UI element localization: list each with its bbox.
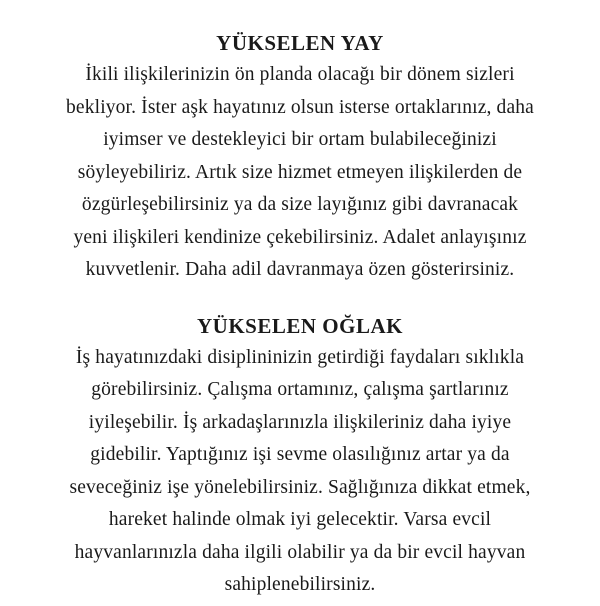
text-line: yeni ilişkileri kendinize çekebilirsiniz. Adalet anlayışınız — [73, 226, 527, 248]
text-line: İş hayatınızdaki disiplininizin getirdiği faydaları sıklıkla — [75, 346, 525, 368]
text-line: hareket halinde olmak iyi gelecektir. Varsa evcil — [108, 509, 492, 530]
text-line: İkili ilişkilerinizin ön planda olacağı bir dönem sizleri — [85, 64, 515, 85]
section-yukselen-yay — [18, 28, 582, 287]
text-line: söyleyebiliriz. Artık size hizmet etmeyen ilişkilerden de — [77, 161, 523, 183]
text-line: sahiplenebilirsiniz. — [224, 574, 376, 595]
text-line: görebilirsiniz. Çalışma ortamınız, çalışma şartlarınız — [91, 379, 509, 400]
section-body — [18, 342, 582, 602]
text-line: kuvvetlenir. Daha adil davranmaya özen gösterirsiniz. — [85, 259, 515, 280]
section-yukselen-oglak — [18, 311, 582, 602]
section-title: YÜKSELEN OĞLAK — [197, 313, 403, 338]
section-body — [18, 59, 582, 287]
text-line: özgürleşebilirsiniz ya da size layığınız gibi davranacak — [81, 194, 519, 215]
text-line: bekliyor. İster aşk hayatınız olsun isterse ortaklarınız, daha — [66, 96, 534, 118]
text-line: hayvanlarınızla daha ilgili olabilir ya da bir evcil hayvan — [74, 541, 526, 563]
section-title: YÜKSELEN YAY — [216, 31, 384, 55]
text-line: gidebilir. Yaptığınız işi sevme olasılığınız artar ya da — [90, 444, 510, 465]
text-line: iyileşebilir. İş arkadaşlarınızla ilişkileriniz daha iyiye — [88, 411, 512, 433]
text-line: seveceğiniz işe yönelebilirsiniz. Sağlığınıza dikkat etmek, — [69, 476, 531, 498]
text-line: iyimser ve destekleyici bir ortam bulabileceğinizi — [103, 129, 497, 150]
